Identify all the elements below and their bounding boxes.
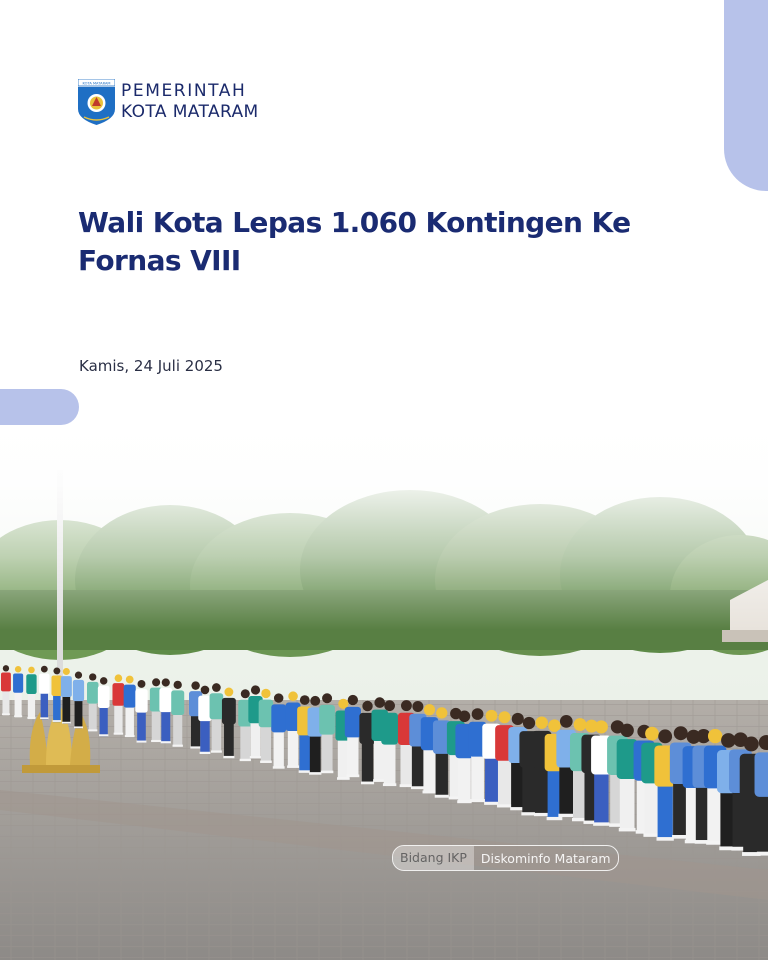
brand-logo [78, 79, 259, 125]
brand-line-1: PEMERINTAH [121, 81, 247, 101]
brand-line-2: KOTA MATARAM [121, 102, 259, 122]
publish-date: Kamis, 24 Juli 2025 [79, 357, 223, 375]
photo-credit-watermark [392, 845, 619, 871]
corner-accent-shape [724, 0, 768, 191]
credit-right: Diskominfo Mataram [480, 850, 611, 866]
credit-left: Bidang IKP [393, 846, 474, 870]
contingent-photo [0, 430, 768, 960]
side-accent-tab [0, 389, 79, 425]
page-title: Wali Kota Lepas 1.060 Kontingen Ke Fornas VIII [78, 206, 631, 277]
kota-mataram-emblem [78, 79, 115, 125]
svg-text:KOTA MATARAM: KOTA MATARAM [82, 81, 111, 86]
